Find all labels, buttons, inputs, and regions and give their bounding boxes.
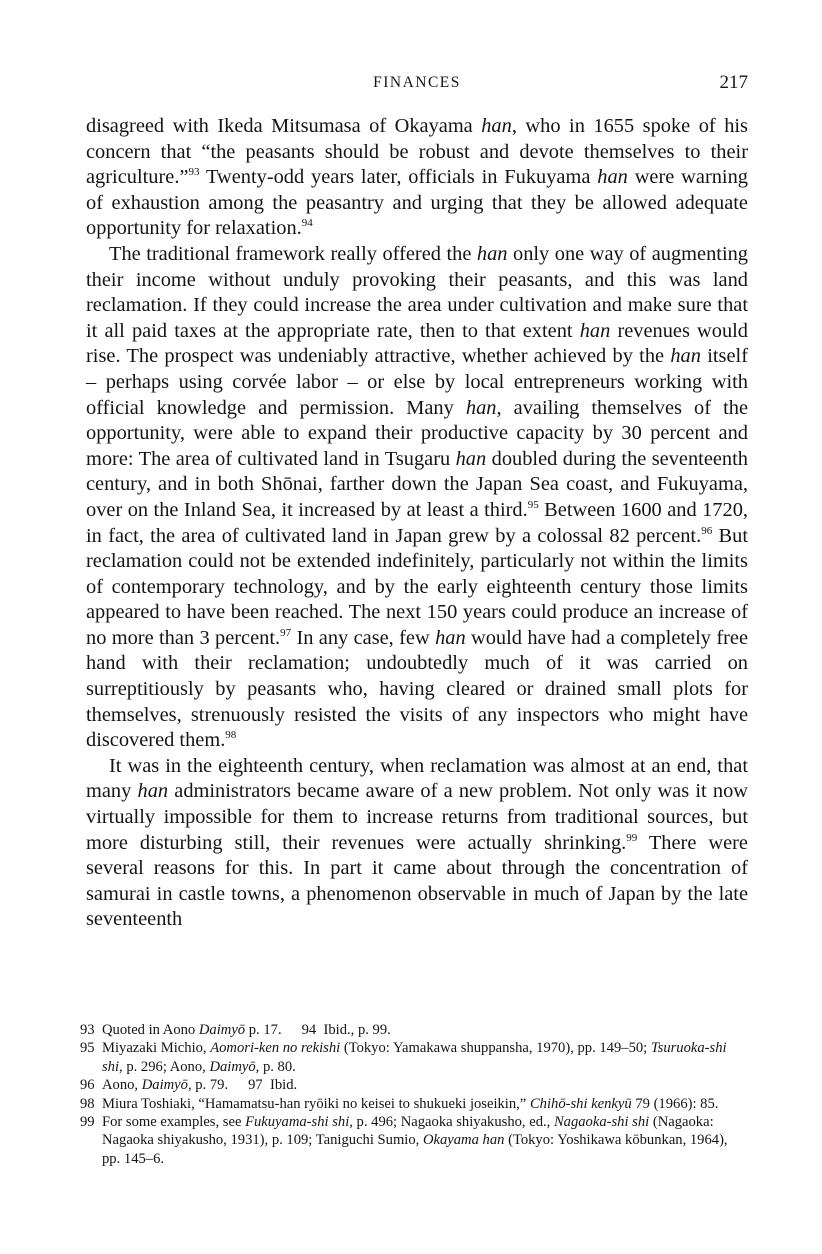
page-number: 217 — [719, 72, 748, 93]
text: Miyazaki Michio, — [102, 1040, 211, 1057]
footnote-ref-93[interactable]: 93 — [188, 166, 200, 179]
italic-title: Daimyō — [209, 1058, 256, 1075]
footnote-95 — [80, 1039, 746, 1076]
text: For some examples, see — [102, 1114, 246, 1131]
italic-title: Daimyō — [141, 1077, 188, 1094]
footnote-96-97 — [80, 1076, 746, 1094]
text: Quoted in Aono — [102, 1022, 199, 1038]
footnote-ref-94[interactable]: 94 — [301, 217, 313, 230]
text: , availing themselves of the opportunity, were able to expand their productive capacity by 30 percent and more: The area of cultivated land in Tsugaru — [86, 396, 749, 470]
paragraph-1 — [86, 114, 748, 242]
italic-term: han — [597, 166, 628, 189]
italic-title: Daimyō — [198, 1022, 246, 1038]
running-head: FINANCES — [373, 74, 461, 91]
footnote-number: 93 — [80, 1022, 95, 1038]
text: In any case, few — [291, 626, 436, 649]
footnote-number: 98 — [80, 1095, 95, 1112]
italic-term: han — [455, 447, 487, 470]
text: , who in 1655 spoke of his concern that “the peasants should be robust and devote themselves to their agriculture.” — [86, 115, 748, 189]
footnote-93-94 — [80, 1021, 746, 1039]
text: revenues would rise. The prospect was undeniably attractive, whether achieved by the — [86, 319, 749, 368]
body-text — [86, 114, 748, 933]
text: Aono, — [102, 1077, 142, 1094]
text: p. 17. — [245, 1022, 282, 1038]
footnote-number: 96 — [80, 1077, 95, 1094]
text: Miura Toshiaki, “Hamamatsu-han ryōiki no keisei to shukueki joseikin,” — [102, 1095, 530, 1112]
text: It was in the eighteenth century, when reclamation was almost at an end, that many — [86, 754, 748, 803]
footnote-ref-96[interactable]: 96 — [701, 524, 713, 537]
footnote-ref-97[interactable]: 97 — [280, 627, 292, 640]
italic-term: han — [481, 115, 512, 137]
footnotes — [80, 1021, 746, 1168]
text: itself – perhaps using corvée labor – or else by local entrepreneurs working with official knowledge and permission. Many — [86, 345, 748, 419]
text: 79 (1966): 85. — [631, 1095, 719, 1112]
text: , p. 80. — [255, 1058, 296, 1075]
text: administrators became aware of a new problem. Not only was it now virtually impossible for them to increase returns from traditional sources, but more disturbing still, their revenues were actually shrinking. — [86, 780, 748, 854]
paragraph-3 — [86, 754, 748, 933]
footnote-number: 97 — [248, 1077, 263, 1094]
italic-title: Nagaoka-shi shi — [553, 1114, 650, 1131]
footnote-ref-99[interactable]: 99 — [626, 831, 638, 844]
italic-term: han — [435, 626, 466, 649]
text: There were several reasons for this. In part it came about through the concentration of samurai in castle towns, a phenomenon observable in much of Japan by the late seventeenth — [86, 831, 748, 931]
italic-title: Okayama han — [422, 1132, 505, 1149]
italic-term: han — [465, 396, 497, 419]
text: were warning of exhaustion among the peasantry and urging that they be allowed adequate opportunity for relaxation. — [86, 166, 748, 240]
text: , p. 296; Aono, — [119, 1058, 210, 1075]
text: disagreed with Ikeda Mitsumasa of Okayama — [86, 115, 482, 137]
italic-title: Fukuyama-shi shi — [245, 1114, 350, 1131]
page-header — [86, 74, 748, 98]
italic-term: han — [579, 319, 611, 342]
italic-title: Aomori-ken no rekishi — [210, 1040, 341, 1057]
text: only one way of augmenting their income without unduly provoking their peasants, and this was land reclamation. If they could increase the area under cultivation and make sure that it all paid taxes at the appropriate rate, then to that extent — [86, 242, 748, 342]
footnote-ref-98[interactable]: 98 — [225, 729, 237, 742]
footnote-98 — [80, 1095, 746, 1113]
paragraph-2 — [86, 242, 748, 754]
text: would have had a completely free hand with their reclamation; undoubtedly much of it was carried on surreptitiously by peasants who, having cleared or drained small plots for themselves, strenuously resisted the visits of any inspectors who might have discovered them. — [86, 626, 749, 752]
italic-term: han — [137, 780, 169, 803]
text: doubled during the seventeenth century, and in both Shōnai, farther down the Japan Sea coast, and Fukuyama, over on the Inland Sea, it increased by at least a third. — [86, 447, 748, 521]
italic-term: han — [670, 345, 701, 368]
text: (Tokyo: Yamakawa shuppansha, 1970), pp. 149–50; — [340, 1040, 651, 1057]
italic-term: han — [476, 242, 508, 265]
footnote-number: 95 — [80, 1040, 95, 1057]
text: Twenty-odd years later, officials in Fukuyama — [199, 166, 598, 189]
text: But reclamation could not be extended indefinitely, particularly not within the limits of contemporary technology, and by the early eighteenth century those limits appeared to have been reached. The next 150 years could produce an increase of no more than 3 percent. — [86, 524, 748, 649]
italic-title: Chihō-shi kenkyū — [529, 1095, 632, 1112]
text: Ibid. — [269, 1077, 298, 1094]
text: The traditional framework really offered the — [109, 242, 477, 265]
text: , p. 496; Nagaoka shiyakusho, ed., — [349, 1114, 554, 1131]
footnote-99 — [80, 1113, 746, 1168]
text: (Nagaoka: Nagaoka shiyakusho, 1931), p. 109; Taniguchi Sumio, — [102, 1114, 714, 1149]
footnote-ref-95[interactable]: 95 — [527, 499, 539, 512]
text: Ibid., p. 99. — [323, 1022, 391, 1038]
text: (Tokyo: Yoshikawa kōbunkan, 1964), pp. 145–6. — [102, 1132, 728, 1167]
text: Between 1600 and 1720, in fact, the area of cultivated land in Japan grew by a colossal 82 percent. — [86, 498, 748, 547]
italic-title: Tsuruoka-shi shi — [102, 1040, 727, 1075]
text: , p. 79. — [187, 1077, 229, 1094]
footnote-number: 99 — [80, 1114, 95, 1131]
footnote-number: 94 — [301, 1022, 317, 1038]
